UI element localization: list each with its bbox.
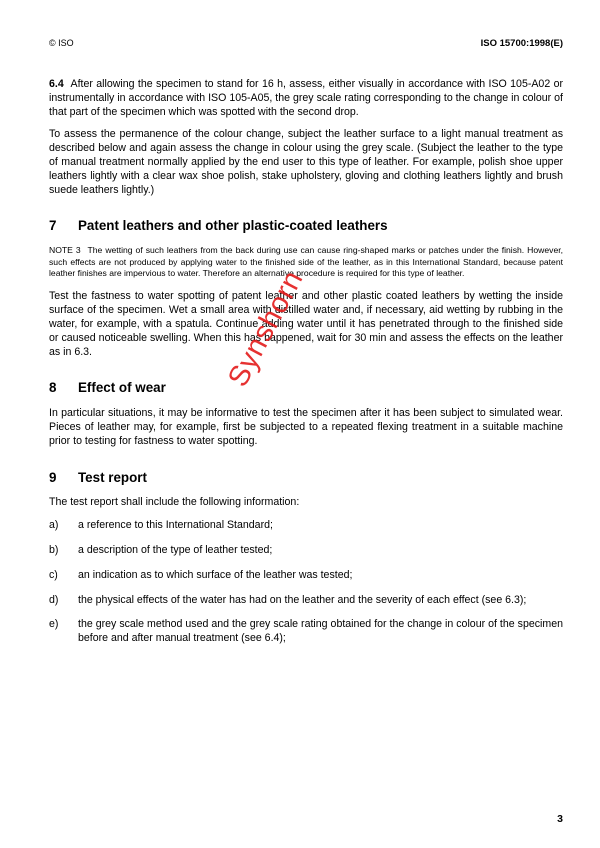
section-7-paragraph: Test the fastness to water spotting of patent leather and other plastic coated leathers by wetting the inside surface of the specimen. Wet a small area with distilled water and, if necessary, aid wetting by rubbing in the water, for example, with a spatula. Continue adding water until it has penetrated through to the finished side or caused noticeable swelling. When this has happened, wait for 30 min and assess the effects on the leather as in 6.3.	[49, 290, 563, 358]
list-item-letter: b)	[49, 543, 59, 556]
section-title: Patent leathers and other plastic-coated leathers	[78, 218, 388, 234]
section-title: Effect of wear	[78, 380, 166, 396]
clause-number: 6.4	[49, 78, 64, 90]
note-3	[49, 245, 563, 279]
note-text: The wetting of such leathers from the back during use can cause ring-shaped marks or patches under the finish. However, such effects are not produced by applying water to the finished side of the leather, as in this International Standard, because patent leather finishes are impervious to water. Therefore an alternative procedure is required for this type of leather.	[49, 245, 563, 278]
document-body	[49, 78, 563, 657]
page-number: 3	[557, 813, 563, 825]
section-8-heading	[49, 381, 563, 395]
list-item-letter: d)	[49, 593, 59, 606]
header-standard-id: ISO 15700:1998(E)	[480, 38, 563, 49]
list-item	[49, 618, 563, 646]
section-7-heading	[49, 219, 563, 233]
section-8-paragraph: In particular situations, it may be informative to test the specimen after it has been subject to simulated wear. Pieces of leather may, for example, first be subjected to a repeated flexing treatment in a suitable machine prior to testing for fastness to water spotting.	[49, 407, 563, 447]
watermark-stamp: Synshorn	[222, 265, 310, 393]
header-copyright: © ISO	[49, 38, 74, 48]
clause-6-4-paragraph-2: To assess the permanence of the colour change, subject the leather surface to a light manual treatment as described below and again assess the change in colour using the grey scale. (Subject the leather to the type of manual treatment normally applied by the end user to this type of leather. For example, polish shoe upper leathers lightly with a clear wax shoe polish, stake upholstery, gloving and clothing leathers lightly and brush suede leathers lightly.)	[49, 128, 563, 196]
section-number: 9	[49, 469, 57, 485]
list-item	[49, 569, 563, 583]
clause-6-4-paragraph-1	[49, 78, 563, 119]
section-number: 8	[49, 380, 57, 396]
list-item-text: a description of the type of leather tested;	[78, 543, 273, 556]
list-item-text: an indication as to which surface of the leather was tested;	[78, 568, 353, 581]
list-item	[49, 594, 563, 608]
list-item-letter: a)	[49, 519, 59, 532]
list-item	[49, 519, 563, 533]
section-number: 7	[49, 218, 57, 234]
section-9-intro: The test report shall include the following information:	[49, 496, 300, 509]
section-title: Test report	[78, 469, 147, 485]
list-item-text: the grey scale method used and the grey scale rating obtained for the change in colour of the specimen before and after manual treatment (see 6.4);	[78, 618, 563, 645]
report-items-list	[49, 519, 563, 646]
section-9-heading	[49, 471, 563, 485]
list-item-letter: c)	[49, 568, 58, 581]
list-item-letter: e)	[49, 618, 59, 631]
clause-text: After allowing the specimen to stand for 16 h, assess, either visually in accordance with ISO 105-A02 or instrumentally in accordance with ISO 105-A05, the grey scale rating corresponding to the change in colour of that part of the specimen which was spotted with the second drop.	[49, 78, 563, 118]
list-item-text: a reference to this International Standard;	[78, 519, 273, 532]
list-item	[49, 544, 563, 558]
note-label: NOTE 3	[49, 245, 81, 256]
list-item-text: the physical effects of the water has had on the leather and the severity of each effect (see 6.3);	[78, 593, 527, 606]
